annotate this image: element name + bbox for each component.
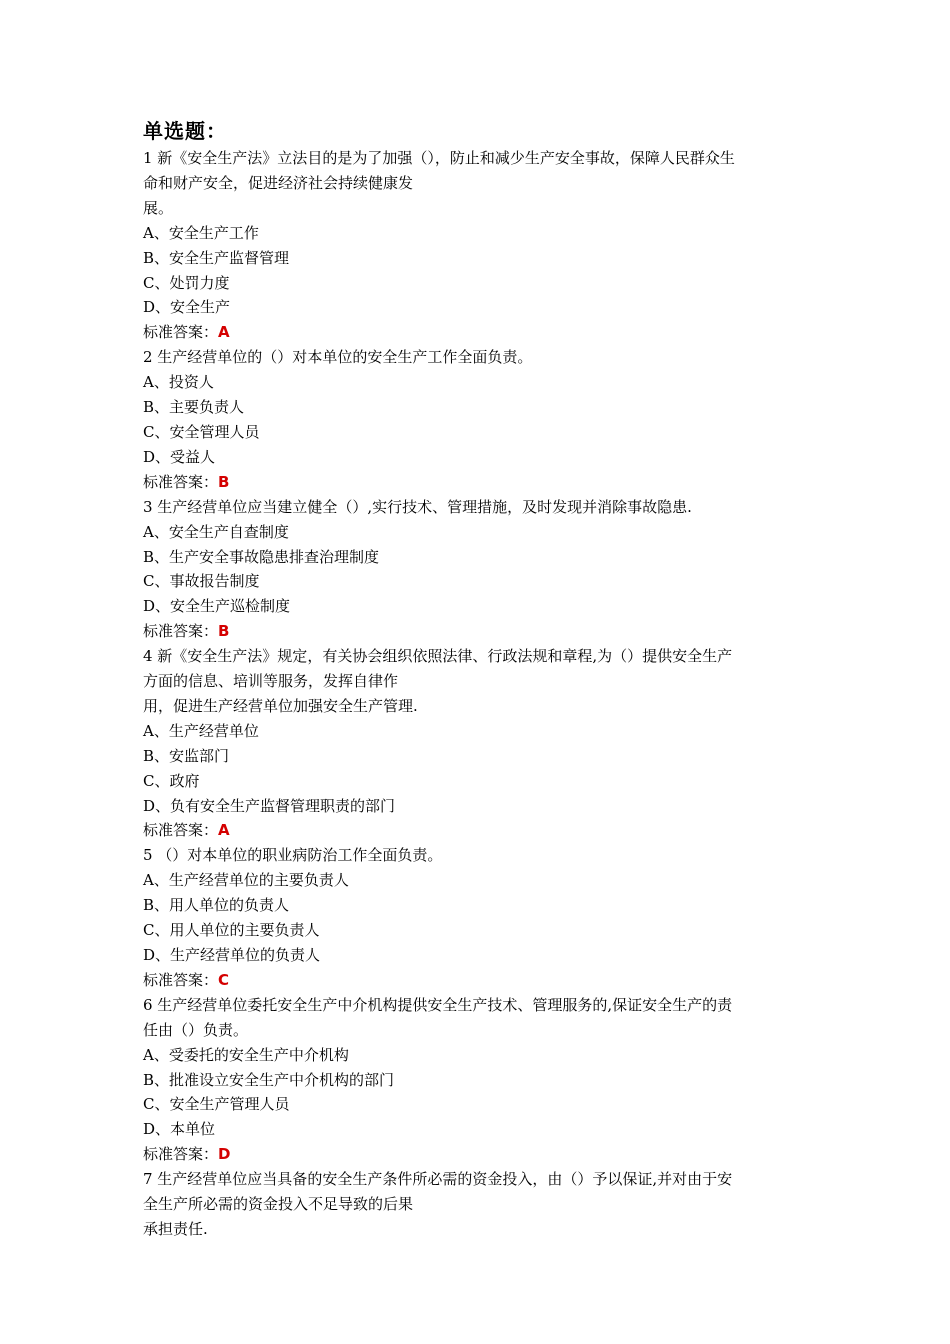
answer-option: C、安全管理人员 [143,422,260,441]
question-block [143,495,813,644]
answer-option: B、安监部门 [143,746,230,765]
answer-option: D、负有安全生产监督管理职责的部门 [143,796,396,815]
answer-option: B、生产安全事故隐患排查治理制度 [143,547,380,566]
answer-option: B、用人单位的负责人 [143,896,290,915]
answer-label: 标准答案： [143,821,219,840]
answer-option: B、批准设立安全生产中介机构的部门 [143,1070,395,1089]
answer-option: C、安全生产管理人员 [143,1095,290,1114]
standard-answer [143,470,813,495]
answer-option: D、本单位 [143,1120,216,1139]
answer-label: 标准答案： [143,323,219,342]
question-stem [143,345,813,370]
question-block [143,1167,813,1242]
question-stem [143,146,813,221]
question-stem-line: 展。 [143,198,174,217]
answer-option: A、投资人 [143,373,214,392]
standard-answer [143,320,813,345]
answer-option: A、生产经营单位的主要负责人 [143,871,349,890]
answer-option: A、受委托的安全生产中介机构 [143,1045,349,1064]
answer-option: B、主要负责人 [143,398,245,417]
answer-option: D、生产经营单位的负责人 [143,946,321,964]
question-stem [143,644,813,719]
answer-label: 标准答案： [143,1145,219,1164]
question-stem-line: 6 生产经营单位委托安全生产中介机构提供安全生产技术、管理服务的,保证安全生产的责 [143,995,733,1014]
answer-key: B [218,472,230,491]
question-stem [143,495,813,520]
question-block [143,843,813,992]
answer-key: B [218,622,230,641]
question-stem-line: 任由（）负责。 [143,1020,249,1039]
question-stem-line: 用，促进生产经营单位加强安全生产管理. [143,696,418,715]
answer-option: B、安全生产监督管理 [143,248,290,267]
question-stem [143,993,813,1043]
answer-option: D、安全生产 [143,298,231,317]
standard-answer [143,818,813,843]
answer-option: A、生产经营单位 [143,721,259,740]
document-page [143,118,813,1242]
question-block [143,146,813,345]
answer-option: C、处罚力度 [143,273,230,292]
answer-label: 标准答案： [143,622,219,641]
question-stem-line: 4 新《安全生产法》规定，有关协会组织依照法律、行政法规和章程,为（）提供安全生产 [143,647,733,666]
answer-option: D、受益人 [143,447,216,466]
answer-key: D [218,1145,231,1164]
question-stem [143,1167,813,1242]
answer-label: 标准答案： [143,970,219,989]
standard-answer [143,1142,813,1167]
question-stem-line: 方面的信息、培训等服务，发挥自律作 [143,672,399,691]
question-stem-line: 承担责任. [143,1219,208,1238]
question-stem-line: 2 生产经营单位的（）对本单位的安全生产工作全面负责。 [143,348,533,367]
question-stem-line: 5 （）对本单位的职业病防治工作全面负责。 [143,846,443,865]
answer-option: C、用人单位的主要负责人 [143,921,320,940]
question-stem-line: 命和财产安全，促进经济社会持续健康发 [143,173,414,192]
question-stem-line: 3 生产经营单位应当建立健全（）,实行技术、管理措施，及时发现并消除事故隐患. [143,497,692,516]
question-block [143,993,813,1167]
answer-key: C [218,970,230,989]
answer-option: C、事故报告制度 [143,572,260,591]
answer-option: A、安全生产自查制度 [143,522,289,541]
question-block [143,345,813,494]
question-stem-line: 1 新《安全生产法》立法目的是为了加强（），防止和减少生产安全事故，保障人民群众生 [143,149,735,167]
question-stem-line: 全生产所必需的资金投入不足导致的后果 [143,1195,414,1214]
question-list [143,146,813,1242]
answer-option: C、政府 [143,771,200,790]
answer-key: A [218,821,230,840]
answer-key: A [218,323,230,342]
answer-label: 标准答案： [143,472,219,491]
standard-answer [143,968,813,993]
answer-option: D、安全生产巡检制度 [143,597,291,616]
answer-option: A、安全生产工作 [143,223,259,242]
section-title: 单选题： [143,119,227,143]
question-block [143,644,813,843]
question-stem [143,843,813,868]
question-stem-line: 7 生产经营单位应当具备的安全生产条件所必需的资金投入，由（）予以保证,并对由于安 [143,1170,733,1189]
standard-answer [143,619,813,644]
